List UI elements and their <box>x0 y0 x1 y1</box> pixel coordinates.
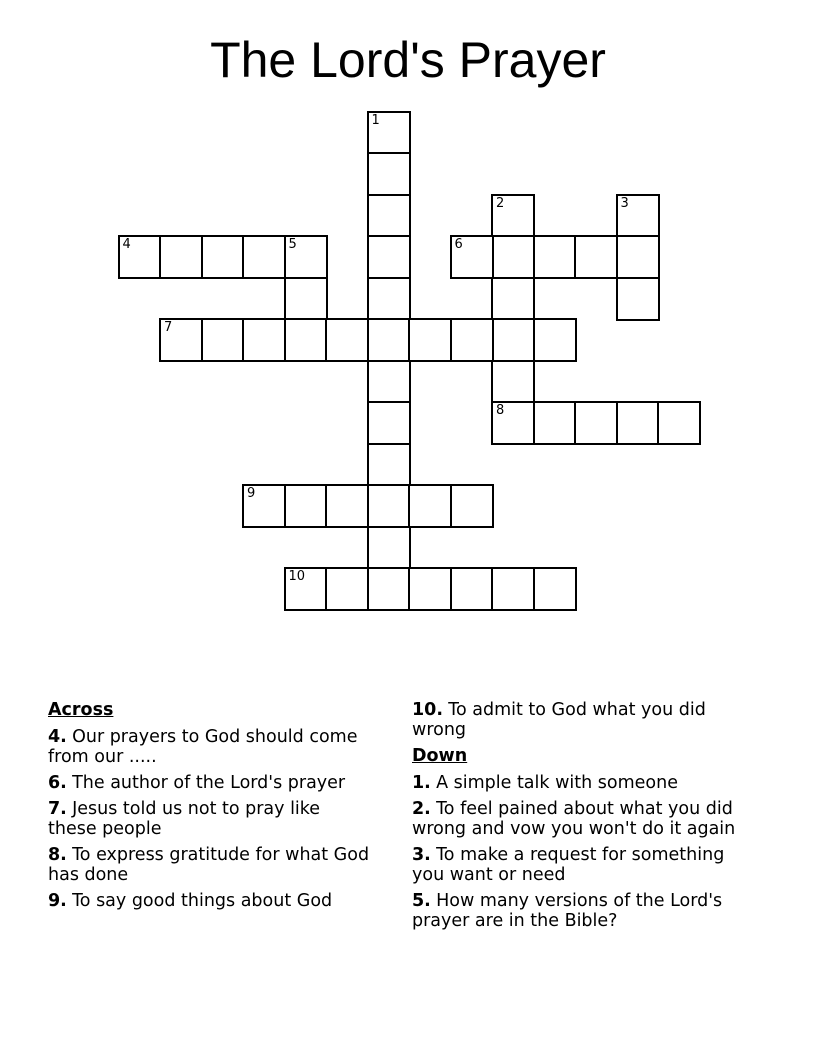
grid-cell[interactable] <box>284 484 328 528</box>
grid-cell[interactable] <box>284 235 328 279</box>
grid-cell[interactable] <box>367 360 411 404</box>
clues-column-left <box>48 700 374 917</box>
grid-cell[interactable] <box>367 152 411 196</box>
clue-number: 1. <box>412 773 431 793</box>
cell-number: 8 <box>496 403 505 418</box>
grid-cell[interactable] <box>367 277 411 321</box>
clue-number: 9. <box>48 891 67 911</box>
clue-number: 5. <box>412 891 431 911</box>
grid-cell[interactable] <box>574 401 618 445</box>
grid-cell[interactable] <box>118 235 162 279</box>
grid-cell[interactable] <box>367 484 411 528</box>
grid-cell[interactable] <box>284 318 328 362</box>
cell-number: 4 <box>122 237 131 252</box>
clue-down-5 <box>412 891 753 931</box>
grid-cell[interactable] <box>616 194 660 238</box>
clue-text: The author of the Lord's prayer <box>72 773 346 793</box>
grid-cell[interactable] <box>284 567 328 611</box>
cell-number: 10 <box>288 569 306 584</box>
grid-cell[interactable] <box>533 235 577 279</box>
cell-number: 7 <box>164 320 173 335</box>
clue-across-4 <box>48 727 374 767</box>
grid-cell[interactable] <box>367 567 411 611</box>
grid-cell[interactable] <box>616 277 660 321</box>
clue-number: 4. <box>48 727 67 747</box>
cell-number: 9 <box>247 486 256 501</box>
grid-cell[interactable] <box>491 401 535 445</box>
clue-number: 6. <box>48 773 67 793</box>
clue-across-9 <box>48 891 374 911</box>
grid-cell[interactable] <box>533 567 577 611</box>
clue-text: To admit to God what you did wrong <box>412 700 706 740</box>
grid-cell[interactable] <box>201 235 245 279</box>
grid-cell[interactable] <box>450 235 494 279</box>
grid-cell[interactable] <box>491 277 535 321</box>
clue-text: How many versions of the Lord's prayer are in the Bible? <box>412 891 723 931</box>
clues-column-right <box>412 700 753 937</box>
grid-cell[interactable] <box>325 318 369 362</box>
grid-cell[interactable] <box>408 567 452 611</box>
grid-cell[interactable] <box>450 484 494 528</box>
grid-cell[interactable] <box>450 318 494 362</box>
grid-cell[interactable] <box>574 235 618 279</box>
grid-cell[interactable] <box>657 401 701 445</box>
clue-across-8 <box>48 845 374 885</box>
cell-number: 6 <box>454 237 463 252</box>
grid-cell[interactable] <box>367 318 411 362</box>
across-heading: Across <box>48 700 114 720</box>
grid-cell[interactable] <box>491 360 535 404</box>
grid-cell[interactable] <box>367 401 411 445</box>
clue-number: 3. <box>412 845 431 865</box>
cell-number: 1 <box>371 112 380 128</box>
grid-cell[interactable] <box>367 235 411 279</box>
grid-cell[interactable] <box>491 567 535 611</box>
grid-cell[interactable] <box>242 318 286 362</box>
clue-text: Jesus told us not to pray like these people <box>48 799 321 839</box>
grid-cell[interactable] <box>533 401 577 445</box>
clue-text: To say good things about God <box>72 891 333 911</box>
clue-across-7 <box>48 799 374 839</box>
grid-cell[interactable] <box>367 443 411 487</box>
grid-cell[interactable] <box>491 318 535 362</box>
grid-cell[interactable] <box>367 526 411 570</box>
clue-text: To express gratitude for what God has done <box>48 845 370 885</box>
grid-cell[interactable] <box>242 484 286 528</box>
clue-down-3 <box>412 845 753 885</box>
grid-cell[interactable] <box>408 318 452 362</box>
grid-cell[interactable] <box>367 194 411 238</box>
grid-cell[interactable] <box>201 318 245 362</box>
grid-cell[interactable] <box>616 235 660 279</box>
cell-number: 3 <box>620 195 629 211</box>
page-title: The Lord's Prayer <box>210 32 606 88</box>
grid-cell[interactable] <box>159 318 203 362</box>
grid-cell[interactable] <box>325 567 369 611</box>
grid-cell[interactable] <box>284 277 328 321</box>
clue-number: 7. <box>48 799 67 819</box>
grid-cell[interactable] <box>367 111 411 155</box>
grid-cell[interactable] <box>408 484 452 528</box>
cell-number: 5 <box>288 237 297 252</box>
grid-cell[interactable] <box>242 235 286 279</box>
clue-down-1 <box>412 773 753 793</box>
grid-cell[interactable] <box>533 318 577 362</box>
grid-cell[interactable] <box>491 235 535 279</box>
clue-down-2 <box>412 799 753 839</box>
grid-cell[interactable] <box>491 194 535 238</box>
clue-text: Our prayers to God should come from our ..... <box>48 727 358 767</box>
clue-number: 2. <box>412 799 431 819</box>
clue-text: A simple talk with someone <box>436 773 678 793</box>
cell-number: 2 <box>496 195 505 211</box>
down-heading: Down <box>412 746 468 766</box>
clue-text: To feel pained about what you did wrong and vow you won't do it again <box>412 799 736 839</box>
clue-number: 8. <box>48 845 67 865</box>
grid-cell[interactable] <box>159 235 203 279</box>
clue-text: To make a request for something you want or need <box>412 845 725 885</box>
clue-number: 10. <box>412 700 444 720</box>
grid-cell[interactable] <box>450 567 494 611</box>
clue-across-6 <box>48 773 374 793</box>
grid-cell[interactable] <box>616 401 660 445</box>
grid-cell[interactable] <box>325 484 369 528</box>
clue-across-10 <box>412 700 753 740</box>
